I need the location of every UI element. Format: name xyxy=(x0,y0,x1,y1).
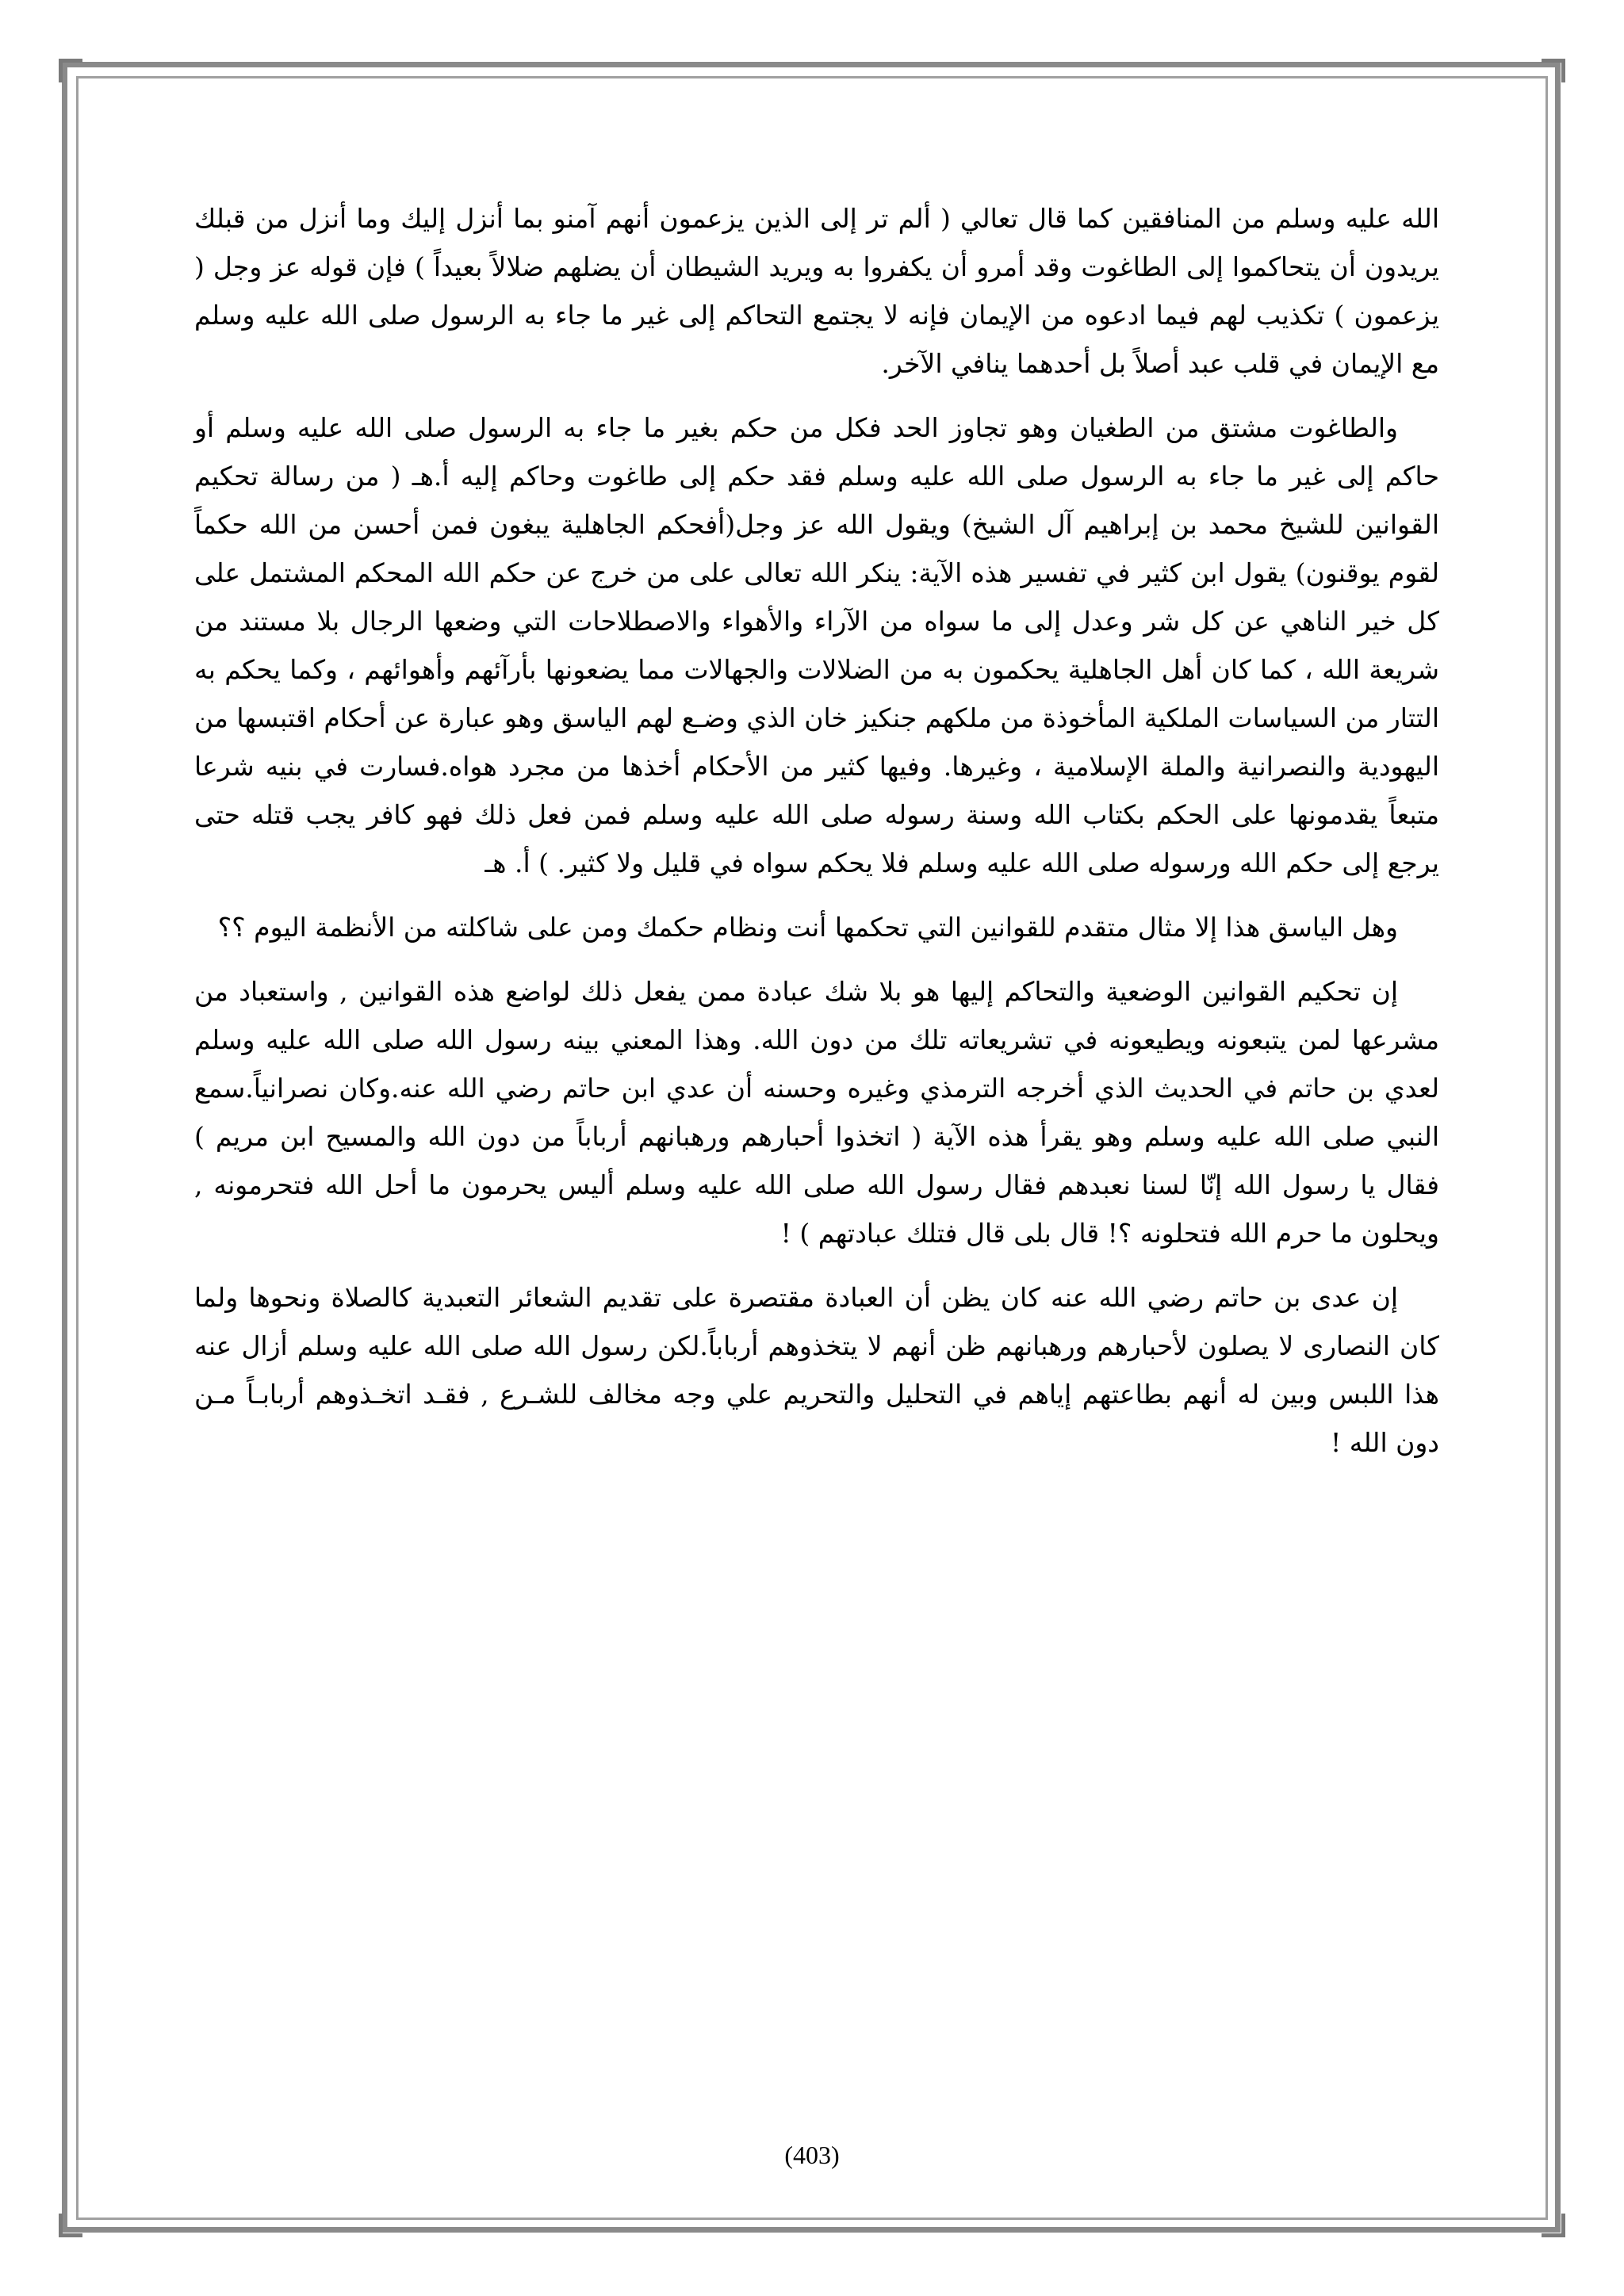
page-number: (403) xyxy=(784,2141,840,2169)
border-corner-bottom-right xyxy=(1542,2214,1565,2237)
border-corner-top-right xyxy=(1542,59,1565,82)
border-corner-bottom-left xyxy=(59,2214,82,2237)
paragraph-2: والطاغوت مشتق من الطغيان وهو تجاوز الحد فكل من حكم بغير ما جاء به الرسول صلى الله عليه وسلم أو حاكم إلى غير ما جاء به الرسول صلى الله عليه وسلم فقد حكم إلى طاغوت وحاكم إليه أ.هـ ( من رسالة تحكيم القوانين للشيخ محمد بن إبراهيم آل الشيخ) ويقول الله عز وجل(أفحكم الجاهلية يبغون فمن أحسن من الله حكماً لقوم يوقنون) يقول ابن كثير في تفسير هذه الآية: ينكر الله تعالى على من خرج عن حكم الله المحكم المشتمل على كل خير الناهي عن كل شر وعدل إلى ما سواه من الآراء والأهواء والاصطلاحات التي وضعها الرجال بلا مستند من شريعة الله ، كما كان أهل الجاهلية يحكمون به من الضلالات والجهالات مما يضعونها بأرآئهم وأهوائهم ، وكما يحكم به التتار من السياسات الملكية المأخوذة من ملكهم جنكيز خان الذي وضـع لهم الياسق وهو عبارة عن أحكام اقتبسها من اليهودية والنصرانية والملة الإسلامية ، وغيرها. وفيها كثير من الأحكام أخذها من مجرد هواه.فسارت في بنيه شرعا متبعاً يقدمونها على الحكم بكتاب الله وسنة رسوله صلى الله عليه وسلم فمن فعل ذلك فهو كافر يجب قتله حتى يرجع إلى حكم الله ورسوله صلى الله عليه وسلم فلا يحكم سواه في قليل ولا كثير. ) أ. هـ xyxy=(194,412,1439,878)
paragraph-5: إن عدى بن حاتم رضي الله عنه كان يظن أن العبادة مقتصرة على تقديم الشعائر التعبدية كالصلاة ونحوها ولما كان النصارى لا يصلون لأحبارهم ورهبانهم ظن أنهم لا يتخذوهم أرباباً.لكن رسول الله صلى الله عليه وسلم أزال عنه هذا اللبس وبين له أنهم بطاعتهم إياهم في التحليل والتحريم علي وجه مخالف للشـرع , فقـد اتخـذوهم أربابـاً مـن دون الله ! xyxy=(194,1282,1439,1458)
paragraph-4: إن تحكيم القوانين الوضعية والتحاكم إليها هو بلا شك عبادة ممن يفعل ذلك لواضع هذه القوانين , واستعباد من مشرعها لمن يتبعونه ويطيعونه في تشريعاته تلك من دون الله. وهذا المعني بينه رسول الله صلى الله عليه وسلم لعدي بن حاتم في الحديث الذي أخرجه الترمذي وغيره وحسنه أن عدي ابن حاتم رضي الله عنه.وكان نصرانياً.سمع النبي صلى الله عليه وسلم وهو يقرأ هذه الآية ( اتخذوا أحبارهم ورهبانهم أرباباً من دون الله والمسيح ابن مريم ) فقال يا رسول الله إنّا لسنا نعبدهم فقال رسول الله صلى الله عليه وسلم أليس يحرمون ما أحل الله فتحرمونه , ويحلون ما حرم الله فتحلونه ؟! قال بلى قال فتلك عبادتهم ) ! xyxy=(194,976,1439,1249)
page-body xyxy=(194,194,1439,1483)
border-corner-top-left xyxy=(59,59,82,82)
paragraph-3: وهل الياسق هذا إلا مثال متقدم للقوانين التي تحكمها أنت ونظام حكمك ومن على شاكلته من الأنظمة اليوم ؟؟ xyxy=(217,912,1398,943)
paragraph-1: الله عليه وسلم من المنافقين كما قال تعالي ( ألم تر إلى الذين يزعمون أنهم آمنو بما أنزل إليك وما أنزل من قبلك يريدون أن يتحاكموا إلى الطاغوت وقد أمرو أن يكفروا به ويريد الشيطان أن يضلهم ضلالاً بعيداً ) فإن قوله عز وجل ( يزعمون ) تكذيب لهم فيما ادعوه من الإيمان فإنه لا يجتمع التحاكم إلى غير ما جاء به الرسول صلى الله عليه وسلم مع الإيمان في قلب عبد أصلاً بل أحدهما ينافي الآخر. xyxy=(194,203,1439,379)
